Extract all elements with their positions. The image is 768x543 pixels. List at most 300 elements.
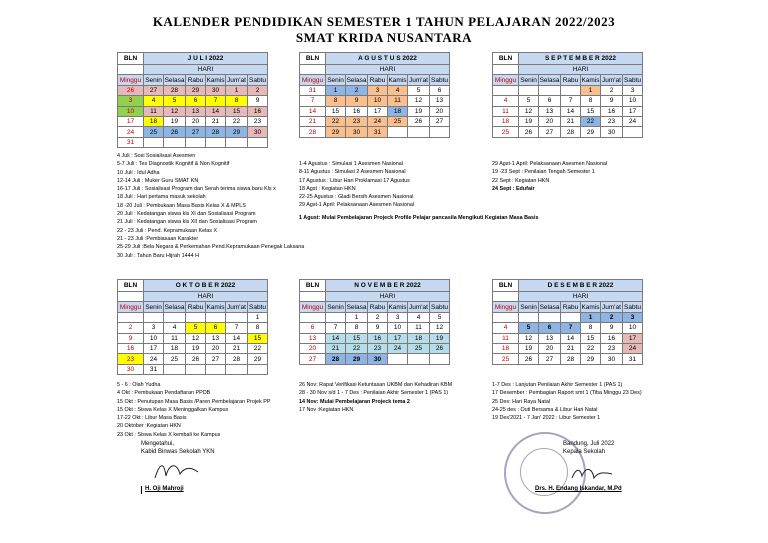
day-cell: 8 [326, 96, 346, 106]
note-line: 20 Juli : Kedatangan siswa kls XI dan Sosialisasi Program [117, 211, 256, 218]
day-cell: 20 [539, 116, 561, 126]
day-cell: 15 [346, 333, 368, 343]
day-cell: 10 [144, 333, 164, 343]
weekday-header: Kamis [388, 76, 407, 84]
note-line: 26 Nov: Rapat Verifikasi Ketuntasan UKBM dan Kehadiran KBM [299, 382, 453, 388]
empty-cell [186, 137, 206, 147]
day-cell: 4 [388, 85, 408, 95]
week-row [300, 354, 450, 364]
weekday-header: Selasa [164, 303, 185, 311]
day-cell: 24 [368, 116, 388, 126]
day-cell: 20 [539, 343, 561, 353]
calendar-title: KALENDER PENDIDIKAN SEMESTER 1 TAHUN PELAJARAN 2022/2023 [152, 14, 616, 29]
note-line: 21 Juli : Kedatangan siswa kls XII dan Sosialisasi Program [117, 219, 257, 226]
day-cell: 12 [430, 323, 450, 333]
day-cell: 7 [206, 96, 226, 106]
note-line: 15 Okt : Penutupan Masa Basis /Paren Pembelajaran Projek PP [117, 398, 271, 405]
day-cell: 9 [601, 96, 623, 106]
day-cell: 7 [226, 323, 248, 333]
day-cell: 13 [539, 106, 561, 116]
day-cell: 10 [623, 323, 643, 333]
day-cell: 22 [581, 116, 601, 126]
note-line: 25 Des: Hari Raya Natal [492, 398, 551, 405]
day-cell: 21 [206, 116, 226, 126]
day-cell: 8 [581, 96, 601, 106]
weekday-header: Rabu [368, 75, 388, 85]
day-cell: 24 [118, 127, 144, 137]
weekday-header: Jum'at [602, 76, 621, 84]
day-cell: 23 [368, 343, 388, 353]
bln-label: BLN [493, 53, 519, 65]
empty-cell [144, 312, 164, 322]
empty-cell [206, 364, 226, 374]
week-row [493, 127, 643, 137]
day-cell: 13 [206, 333, 226, 343]
empty-cell [561, 85, 581, 95]
note-line: 17 Nov :Kegiatan HKN [299, 406, 354, 413]
note-line: 8-11 Agustus : Simulasi 2 Asesmen Nasional [299, 169, 406, 176]
day-cell: 7 [300, 96, 326, 106]
note-line: 4 Okt : Pembukaan Pendaftaran PPDB [117, 390, 211, 397]
day-cell: 25 [493, 354, 519, 364]
day-cell: 4 [164, 323, 186, 333]
day-cell: 24 [623, 343, 643, 353]
weekday-header: Sabtu [431, 303, 448, 311]
day-cell: 11 [144, 106, 164, 116]
day-cell: 14 [561, 333, 581, 343]
week-row [493, 333, 643, 343]
day-cell: 6 [206, 323, 226, 333]
day-cell: 30 [601, 127, 623, 137]
empty-cell [408, 127, 430, 137]
day-cell: 19 [430, 333, 450, 343]
signature-right [563, 441, 614, 456]
day-cell: 21 [561, 116, 581, 126]
day-cell: 18 [164, 343, 186, 353]
week-row [118, 333, 268, 343]
day-cell: 5 [519, 96, 539, 106]
note-line: 18 -20 Juli : Pembukaan Masa Basis Kelas X & MPLS [117, 202, 246, 209]
note-line: 14 Nov: Mulai Pembelajaran Projeck tema 2 [299, 398, 410, 405]
bln-label: BLN [300, 280, 326, 292]
day-cell: 20 [186, 116, 206, 126]
day-cell: 29 [226, 127, 248, 137]
day-cell: 12 [408, 96, 430, 106]
note-line: 29 Agst-1 April: Pelaksanaan Asesmen Nasional [492, 161, 608, 167]
note-line: 18 Agst : Kegiatan HKN [299, 185, 356, 192]
week-row [118, 106, 268, 116]
hari-label: HARI [326, 65, 450, 75]
week-row [300, 96, 450, 106]
day-cell: 28 [164, 85, 186, 95]
day-cell: 2 [368, 312, 388, 322]
sig-left-line1: Mengetahui, [141, 441, 175, 447]
bln-label: BLN [118, 53, 144, 65]
note-line: 20 Oktober :Kegiatan HKN [117, 423, 181, 430]
note-line: 25-29 Juli :Bela Negara & Perkemahan Pend.Kepramukaan Penegak Laksana [117, 244, 305, 251]
day-cell: 11 [493, 106, 519, 116]
sig-left-line2: Kabid Binwas Sekolah YKN [141, 448, 215, 455]
hari-label: HARI [519, 292, 643, 302]
empty-cell [164, 364, 186, 374]
weekday-header: Jum'at [409, 76, 428, 84]
day-cell: 2 [118, 323, 144, 333]
note-line: 19 Des'2021 - 7 Jan' 2022 : Libur Semester 1 [492, 415, 601, 422]
day-cell: 14 [206, 106, 226, 116]
empty-cell [186, 364, 206, 374]
day-cell: 14 [300, 106, 326, 116]
week-row [300, 333, 450, 343]
day-cell: 14 [561, 106, 581, 116]
week-row [300, 343, 450, 353]
day-cell: 9 [601, 323, 623, 333]
week-row [300, 323, 450, 333]
weekday-header: Rabu [186, 75, 206, 85]
empty-cell [539, 312, 561, 322]
week-row [118, 364, 268, 374]
day-cell: 15 [326, 106, 346, 116]
note-line: 17 Agustus : Libur Hari Proklamasi 17 Agustus [299, 177, 410, 184]
day-cell: 30 [601, 354, 623, 364]
calendar-july [117, 52, 268, 148]
day-cell: 30 [206, 85, 226, 95]
empty-cell [226, 137, 248, 147]
empty-cell [226, 312, 248, 322]
empty-cell [623, 127, 643, 137]
note-line: 5-7 Juli : Tes Diagnostik Kognitif & Non Kognitif [117, 161, 230, 168]
month-name: A G U S T U S 2022 [326, 53, 450, 65]
day-cell: 10 [623, 96, 643, 106]
day-cell: 15 [226, 106, 248, 116]
day-cell: 5 [519, 323, 539, 333]
day-cell: 17 [388, 333, 408, 343]
week-row [493, 96, 643, 106]
weekday-header: Selasa [164, 76, 185, 84]
day-cell: 23 [118, 354, 144, 364]
calendar-september [492, 52, 643, 138]
day-cell: 11 [164, 333, 186, 343]
note-line: 22 Sept : Kegiatan HKN [492, 177, 550, 184]
day-cell: 1 [326, 85, 346, 95]
week-row [118, 312, 268, 322]
day-cell: 18 [493, 116, 519, 126]
day-cell: 30 [346, 127, 368, 137]
note-line: 17-22 Okt : Libur Masa Basis [117, 415, 187, 422]
day-cell: 11 [408, 323, 430, 333]
blank-cell [300, 292, 326, 302]
empty-cell [248, 364, 268, 374]
bln-label: BLN [493, 280, 519, 292]
weekday-header: Minggu [300, 75, 326, 85]
day-cell: 12 [186, 333, 206, 343]
week-row [300, 312, 450, 322]
weekday-header: Jum'at [409, 303, 428, 311]
day-cell: 17 [368, 106, 388, 116]
sig-left-name: H. Oji Mahroji [141, 486, 184, 494]
calendar-november [299, 279, 450, 365]
calendar-august [299, 52, 450, 138]
day-cell: 23 [601, 116, 623, 126]
day-cell: 5 [186, 323, 206, 333]
day-cell: 2 [346, 85, 368, 95]
day-cell: 31 [623, 354, 643, 364]
week-row [493, 343, 643, 353]
empty-cell [300, 312, 326, 322]
weekday-header: Kamis [206, 76, 225, 84]
day-cell: 15 [581, 333, 601, 343]
day-cell: 27 [539, 354, 561, 364]
day-cell: 5 [408, 85, 430, 95]
empty-cell [206, 312, 226, 322]
day-cell: 15 [248, 333, 268, 343]
weekday-header: Senin [145, 76, 162, 84]
calendar-december [492, 279, 643, 365]
day-cell: 7 [561, 323, 581, 333]
day-cell: 29 [186, 85, 206, 95]
week-row [300, 116, 450, 126]
weekday-header: Senin [520, 303, 537, 311]
day-cell: 27 [186, 127, 206, 137]
note-line: 21 - 23 Juli :Pembiasaan Karakter [117, 235, 199, 242]
note-line: 15 Okt : Siswa Kelas X Meninggalkan Kampus [117, 406, 229, 413]
hari-label: HARI [519, 65, 643, 75]
day-cell: 29 [581, 354, 601, 364]
day-cell: 9 [248, 96, 268, 106]
week-row [493, 354, 643, 364]
day-cell: 13 [539, 333, 561, 343]
day-cell: 28 [561, 127, 581, 137]
signature-left [141, 441, 215, 456]
empty-cell [118, 312, 144, 322]
month-name: D E S E M B E R 2022 [519, 280, 643, 292]
day-cell: 18 [144, 116, 164, 126]
day-cell: 21 [226, 343, 248, 353]
day-cell: 9 [118, 333, 144, 343]
day-cell: 31 [118, 137, 144, 147]
weekday-header: Sabtu [249, 76, 266, 84]
day-cell: 2 [601, 85, 623, 95]
day-cell: 25 [164, 354, 186, 364]
calendar-october [117, 279, 268, 375]
day-cell: 3 [623, 312, 643, 322]
day-cell: 31 [144, 364, 164, 374]
empty-cell [493, 85, 519, 95]
day-cell: 8 [346, 323, 368, 333]
note-line: 18 Juli : Hari pertama masuk sekolah [117, 194, 206, 201]
note-line: 10 Juli : Idul Adha [117, 169, 160, 176]
sig-right-line2: Kepala Sekolah [563, 448, 606, 455]
empty-cell [248, 137, 268, 147]
day-cell: 1 [346, 312, 368, 322]
day-cell: 29 [581, 127, 601, 137]
day-cell: 14 [226, 333, 248, 343]
day-cell: 7 [326, 323, 346, 333]
day-cell: 27 [206, 354, 226, 364]
blank-cell [118, 65, 144, 75]
weekday-header: Rabu [186, 302, 206, 312]
day-cell: 28 [326, 354, 346, 364]
day-cell: 25 [493, 127, 519, 137]
month-name: N O V E M B E R 2022 [326, 280, 450, 292]
week-row [118, 85, 268, 95]
day-cell: 27 [539, 127, 561, 137]
day-cell: 3 [368, 85, 388, 95]
day-cell: 18 [388, 106, 408, 116]
empty-cell [206, 137, 226, 147]
day-cell: 16 [368, 333, 388, 343]
day-cell: 11 [388, 96, 408, 106]
day-cell: 10 [388, 323, 408, 333]
day-cell: 3 [118, 96, 144, 106]
empty-cell [408, 354, 430, 364]
weekday-header: Senin [327, 303, 344, 311]
empty-cell [186, 312, 206, 322]
empty-cell [326, 312, 346, 322]
empty-cell [388, 127, 408, 137]
day-cell: 10 [368, 96, 388, 106]
weekday-header: Kamis [581, 76, 600, 84]
day-cell: 19 [519, 116, 539, 126]
empty-cell [388, 354, 408, 364]
week-row [300, 127, 450, 137]
notes-july [117, 152, 304, 260]
day-cell: 16 [118, 343, 144, 353]
empty-cell [164, 137, 186, 147]
empty-cell [519, 312, 539, 322]
day-cell: 26 [430, 343, 450, 353]
day-cell: 26 [519, 354, 539, 364]
empty-cell [226, 364, 248, 374]
weekday-header: Kamis [581, 303, 600, 311]
week-row [493, 116, 643, 126]
weekday-header: Selasa [346, 303, 367, 311]
weekday-header: Selasa [539, 303, 560, 311]
day-cell: 28 [561, 354, 581, 364]
weekday-header: Senin [327, 76, 344, 84]
day-cell: 16 [346, 106, 368, 116]
day-cell: 12 [164, 106, 186, 116]
weekday-header: Jum'at [227, 76, 246, 84]
week-row [118, 116, 268, 126]
note-line: 24 Sept : Edufair [492, 185, 535, 192]
day-cell: 5 [430, 312, 450, 322]
weekday-header: Jum'at [602, 303, 621, 311]
day-cell: 31 [368, 127, 388, 137]
day-cell: 11 [493, 333, 519, 343]
week-row [493, 323, 643, 333]
day-cell: 26 [408, 116, 430, 126]
note-line: 24-25 des : Outi Bersama & Libur Hari Natal [492, 406, 598, 413]
day-cell: 19 [186, 343, 206, 353]
day-cell: 27 [430, 116, 450, 126]
day-cell: 4 [144, 96, 164, 106]
day-cell: 20 [430, 106, 450, 116]
blank-cell [493, 65, 519, 75]
day-cell: 25 [144, 127, 164, 137]
day-cell: 14 [326, 333, 346, 343]
hari-label: HARI [144, 65, 268, 75]
day-cell: 30 [248, 127, 268, 137]
blank-cell [493, 292, 519, 302]
month-name: J U L I 2022 [144, 53, 268, 65]
day-cell: 26 [519, 127, 539, 137]
week-row [493, 312, 643, 322]
day-cell: 1 [581, 85, 601, 95]
week-row [118, 323, 268, 333]
day-cell: 20 [206, 343, 226, 353]
week-row [118, 96, 268, 106]
notes-december [492, 381, 642, 422]
week-row [118, 343, 268, 353]
day-cell: 1 [248, 312, 268, 322]
notes-september [492, 160, 607, 193]
day-cell: 28 [226, 354, 248, 364]
day-cell: 6 [300, 323, 326, 333]
day-cell: 25 [408, 343, 430, 353]
day-cell: 30 [118, 364, 144, 374]
month-name: S E P T E M B E R 2022 [519, 53, 643, 65]
day-cell: 13 [430, 96, 450, 106]
weekday-header: Minggu [493, 75, 519, 85]
day-cell: 19 [408, 106, 430, 116]
day-cell: 15 [581, 106, 601, 116]
day-cell: 21 [300, 116, 326, 126]
day-cell: 22 [326, 116, 346, 126]
day-cell: 30 [368, 354, 388, 364]
note-line: 30 Juli : Tahun Baru Hijrah 1444 H [117, 252, 200, 259]
signature-scribble-left [150, 458, 210, 484]
notes-november [299, 381, 452, 414]
day-cell: 27 [144, 85, 164, 95]
note-line: 16-17 Juli : Sosialisasi Program dan Serah terima siswa baru Kls x [117, 186, 276, 193]
note-line: 12-14 Juli : Muker Guru SMAT KN [117, 177, 199, 184]
empty-cell [430, 354, 450, 364]
day-cell: 4 [493, 323, 519, 333]
signature-scribble-right [568, 462, 616, 484]
day-cell: 22 [346, 343, 368, 353]
week-row [300, 106, 450, 116]
day-cell: 4 [408, 312, 430, 322]
day-cell: 12 [519, 333, 539, 343]
blank-cell [300, 65, 326, 75]
day-cell: 19 [164, 116, 186, 126]
note-line: 5 - 6 : Olah Yudha [117, 382, 161, 388]
week-row [493, 85, 643, 95]
day-cell: 9 [368, 323, 388, 333]
weekday-header: Minggu [493, 302, 519, 312]
weekday-header: Senin [145, 303, 162, 311]
day-cell: 21 [326, 343, 346, 353]
day-cell: 31 [300, 85, 326, 95]
empty-cell [539, 85, 561, 95]
day-cell: 6 [186, 96, 206, 106]
day-cell: 24 [388, 343, 408, 353]
note-line: 1-7 Des : Lanjutan Penilaian Akhir Semester 1 (PAS 1) [492, 382, 623, 388]
day-cell: 3 [623, 85, 643, 95]
day-cell: 21 [561, 343, 581, 353]
day-cell: 23 [601, 343, 623, 353]
day-cell: 12 [519, 106, 539, 116]
hari-label: HARI [144, 292, 268, 302]
day-cell: 7 [561, 96, 581, 106]
weekday-header: Selasa [346, 76, 367, 84]
day-cell: 23 [248, 116, 268, 126]
day-cell: 23 [346, 116, 368, 126]
week-row [300, 85, 450, 95]
weekday-header: Minggu [118, 302, 144, 312]
day-cell: 20 [300, 343, 326, 353]
day-cell: 29 [248, 354, 268, 364]
